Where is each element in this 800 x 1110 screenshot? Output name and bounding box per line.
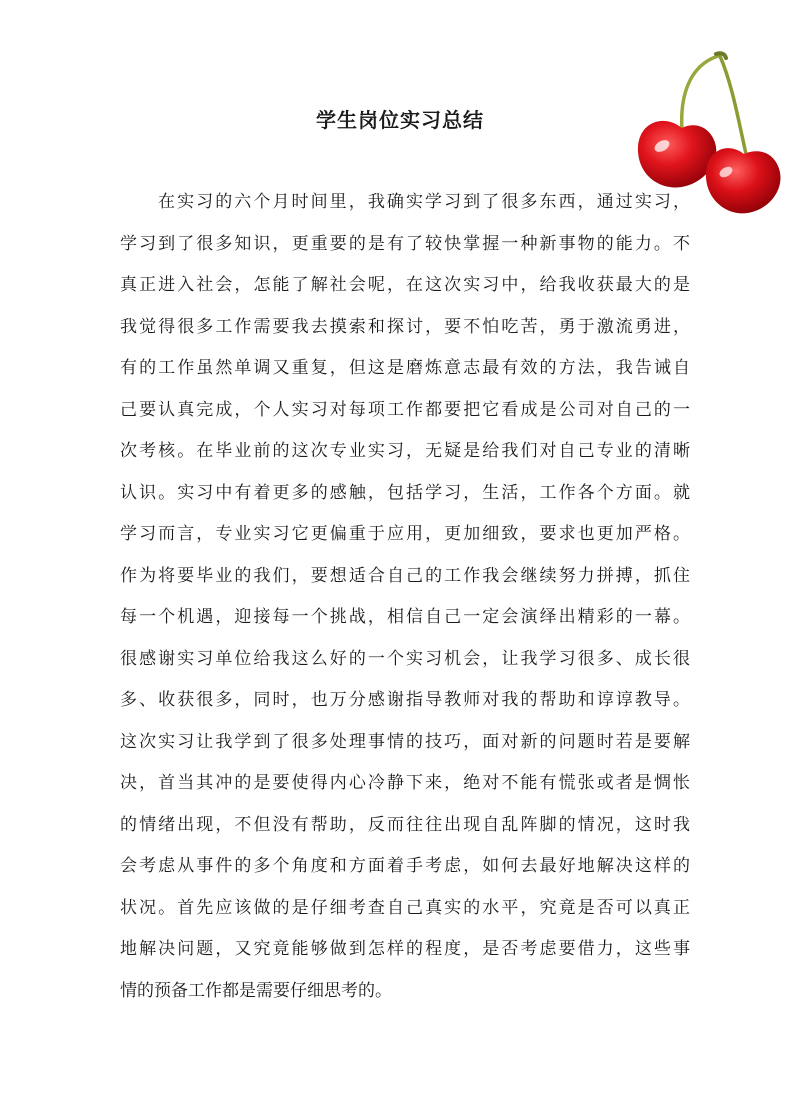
- text-line: 这次实习让我学到了很多处理事情的技巧，面对新的问题时若是要解: [120, 731, 690, 752]
- text-line: 学习到了很多知识，更重要的是有了较快掌握一种新事物的能力。不: [120, 233, 690, 254]
- text-line: 地解决问题，又究竟能够做到怎样的程度，是否考虑要借力，这些事: [120, 939, 690, 959]
- text-line: 多、收获很多，同时，也万分感谢指导教师对我的帮助和谆谆教导。: [120, 690, 690, 710]
- text-line: 在实习的六个月时间里，我确实学习到了很多东西，通过实习，: [158, 192, 690, 212]
- text-line: 状况。首先应该做的是仔细考查自己真实的水平，究竟是否可以真正: [120, 897, 690, 918]
- text-line: 学习而言，专业实习它更偏重于应用，更加细致，要求也更加严格。: [120, 524, 690, 544]
- text-line: 真正进入社会，怎能了解社会呢，在这次实习中，给我收获最大的是: [120, 275, 690, 295]
- text-line: 很感谢实习单位给我这么好的一个实习机会，让我学习很多、成长很: [120, 648, 690, 669]
- text-line: 己要认真完成，个人实习对每项工作都要把它看成是公司对自己的一: [120, 399, 690, 420]
- page-title: 学生岗位实习总结: [316, 108, 484, 132]
- text-line: 认识。实习中有着更多的感触，包括学习，生活，工作各个方面。就: [120, 482, 690, 503]
- text-line: 作为将要毕业的我们，要想适合自己的工作我会继续努力拼搏，抓住: [120, 565, 690, 586]
- text-line: 每一个机遇，迎接每一个挑战，相信自己一定会演绎出精彩的一幕。: [120, 607, 690, 627]
- text-line: 我觉得很多工作需要我去摸索和探讨，要不怕吃苦，勇于激流勇进，: [120, 316, 690, 337]
- text-line: 有的工作虽然单调又重复，但这是磨炼意志最有效的方法，我告诫自: [120, 358, 690, 378]
- body-text: [120, 186, 690, 1016]
- text-line: 的情绪出现，不但没有帮助，反而往往出现自乱阵脚的情况，这时我: [120, 814, 690, 835]
- text-line: 情的预备工作都是需要仔细思考的。: [120, 980, 392, 1001]
- text-line: 决，首当其冲的是要使得内心冷静下来，绝对不能有慌张或者是惆怅: [120, 773, 690, 793]
- text-line: 会考虑从事件的多个角度和方面着手考虑，如何去最好地解决这样的: [120, 856, 690, 876]
- text-line: 次考核。在毕业前的这次专业实习，无疑是给我们对自己专业的清晰: [120, 441, 690, 461]
